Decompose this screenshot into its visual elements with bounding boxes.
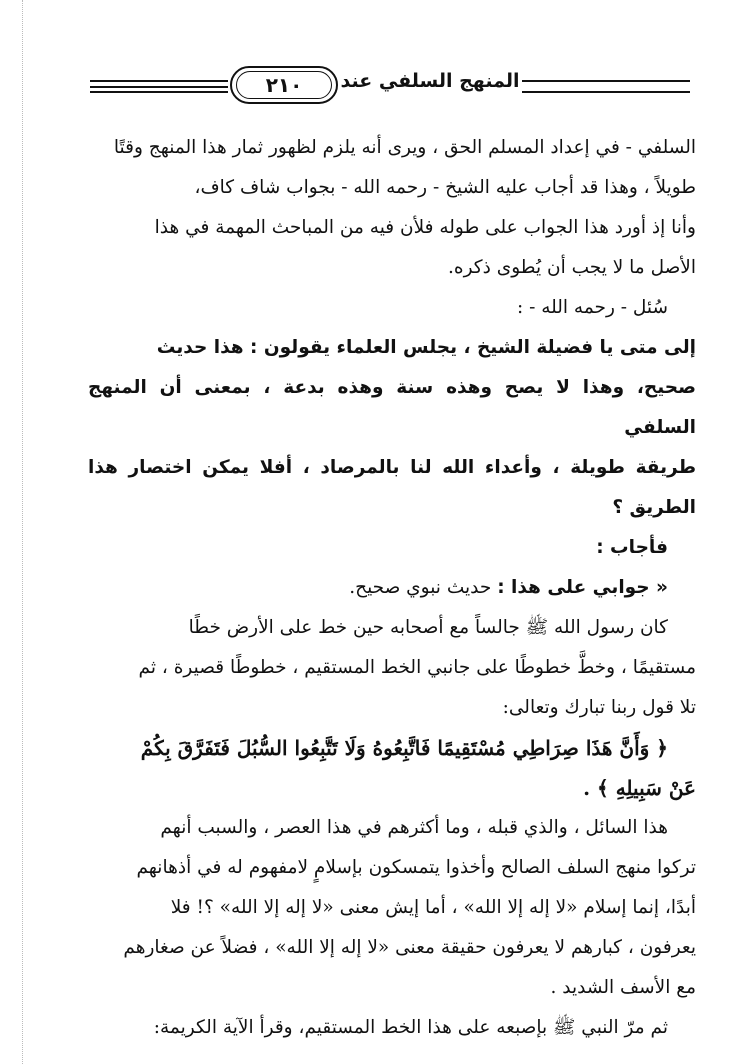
answer-rest: حديث نبوي صحيح.	[349, 577, 498, 598]
header-rule-left	[90, 86, 228, 88]
header-rule-right	[522, 80, 690, 82]
question-line: صحيح، وهذا لا يصح وهذه سنة وهذه بدعة ، بمعنى أن المنهج السلفي	[88, 377, 696, 438]
text-line: تلا قول ربنا تبارك وتعالى:	[502, 697, 696, 718]
running-title: المنهج السلفي عند	[340, 70, 520, 92]
question-line: طريقة طويلة ، وأعداء الله لنا بالمرصاد ، أفلا يمكن اختصار هذا الطريق ؟	[88, 457, 696, 518]
text-line: تركوا منهج السلف الصالح وأخذوا يتمسكون بإسلامٍ لامفهوم له في أذهانهم	[136, 857, 696, 878]
text-line: الأصل ما لا يجب أن يُطوى ذكره.	[448, 257, 696, 278]
text-line: سُئل - رحمه الله - :	[516, 297, 668, 318]
page-number: ٢١٠	[230, 66, 338, 104]
header-rule-right	[522, 91, 690, 93]
answer-lead: « جوابي على هذا :	[497, 577, 668, 598]
text-line: كان رسول الله ﷺ جالساً مع أصحابه حين خط على الأرض خطًا	[188, 617, 668, 638]
page-header	[90, 66, 690, 106]
text-line: هذا السائل ، والذي قبله ، وما أكثرهم في هذا العصر ، والسبب أنهم	[160, 817, 668, 838]
body-text	[88, 128, 696, 1048]
question-line: إلى متى يا فضيلة الشيخ ، يجلس العلماء يقولون : هذا حديث	[156, 337, 696, 358]
text-line: مع الأسف الشديد .	[550, 977, 696, 998]
text-line: أبدًا، إنما إسلام «لا إله إلا الله» ، أما إيش معنى «لا إله إلا الله» ؟! فلا	[170, 897, 696, 918]
page-edge-line	[22, 0, 23, 1064]
answer-heading: فأجاب :	[596, 537, 668, 558]
quran-verse: عَنْ سَبِيلِهِ ﴾ .	[583, 776, 696, 800]
header-rule-left	[90, 91, 228, 93]
text-line: طويلاً ، وهذا قد أجاب عليه الشيخ - رحمه الله - بجواب شاف كاف،	[194, 177, 696, 198]
text-line: السلفي - في إعداد المسلم الحق ، ويرى أنه يلزم لظهور ثمار هذا المنهج وقتًا	[113, 137, 696, 158]
text-line: ثم مرّ النبي ﷺ بإصبعه على هذا الخط المستقيم، وقرأ الآية الكريمة:	[153, 1017, 668, 1038]
text-line: وأنا إذ أورد هذا الجواب على طوله فلأن فيه من المباحث المهمة في هذا	[154, 217, 696, 238]
text-line: يعرفون ، كبارهم لا يعرفون حقيقة معنى «لا إله إلا الله» ، فضلاً عن صغارهم	[123, 937, 696, 958]
quran-verse: ﴿ وَأَنَّ هَذَا صِرَاطِي مُسْتَقِيمًا فَاتَّبِعُوهُ وَلَا تَتَّبِعُوا السُّبُلَ فَتَفَرَّقَ بِكُمْ	[140, 736, 668, 760]
header-rule-left	[90, 80, 228, 82]
answer-line	[88, 568, 696, 608]
text-line: مستقيمًا ، وخطَّ خطوطًا على جانبي الخط المستقيم ، خطوطًا قصيرة ، ثم	[138, 657, 696, 678]
